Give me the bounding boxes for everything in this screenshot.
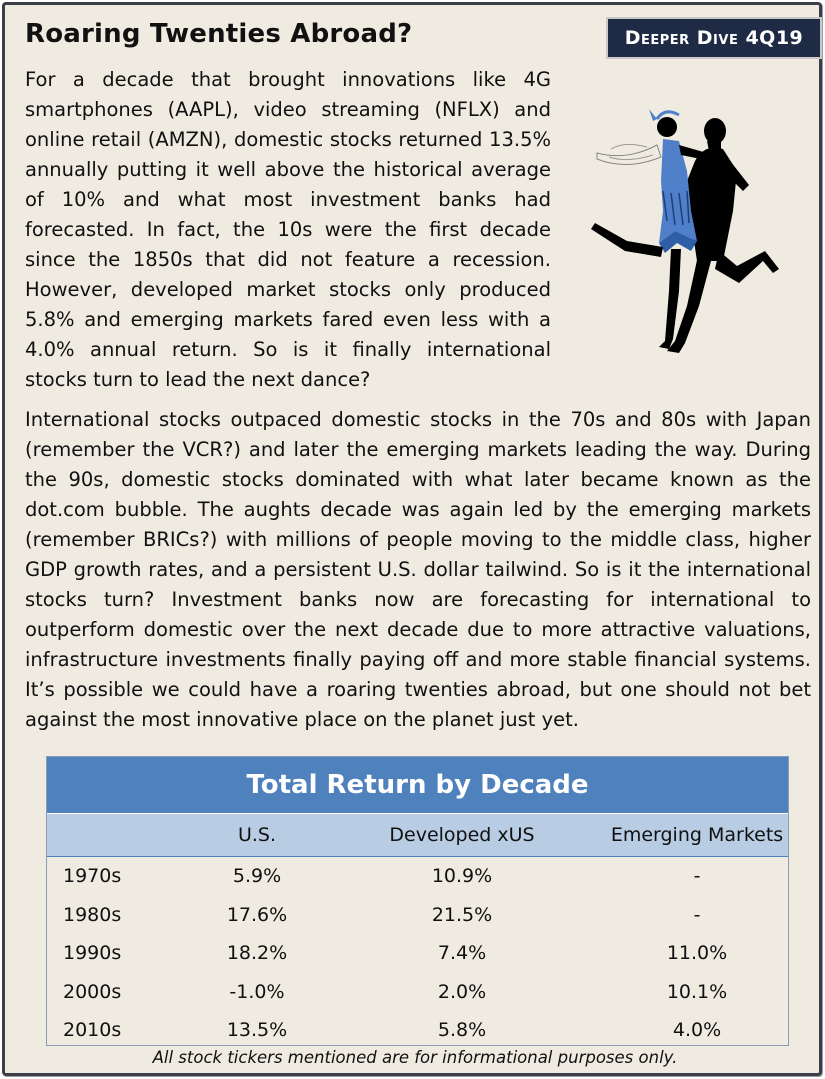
cell-us: -1.0% xyxy=(229,980,285,1003)
table-row xyxy=(47,896,788,935)
table-title: Total Return by Decade xyxy=(47,757,788,814)
header-cell-emerging: Emerging Markets xyxy=(610,824,784,846)
intro-paragraph: For a decade that brought innovations like 4G smartphones (AAPL), video streaming (NFLX) and online retail (AMZN), domestic stocks returned 13.5% annually putting it well above the historical average of 10% and what most investment banks had forecasted. In fact, the 10s were the first decade since the 1850s that did not feature a recession. However, developed market stocks only produced 5.8% and emerging markets fared even less with a 4.0% annual return. So is it finally international stocks turn to lead the next dance? xyxy=(25,68,551,391)
cell-developed: 10.9% xyxy=(431,865,493,888)
cell-emerging: 11.0% xyxy=(666,942,728,965)
table-row xyxy=(47,934,788,973)
cell-emerging: 10.1% xyxy=(666,980,728,1003)
cell-emerging: - xyxy=(693,903,701,926)
header-cell-us: U.S. xyxy=(237,824,277,846)
header-cell-developed: Developed xUS xyxy=(389,824,535,846)
disclaimer-footnote: All stock tickers mentioned are for informational purposes only. xyxy=(152,1048,678,1067)
returns-table xyxy=(46,756,789,1046)
body-paragraph: International stocks outpaced domestic stocks in the 70s and 80s with Japan (remember the VCR?) and later the emerging markets leading the way. During the 90s, domestic stocks dominated with what later became known as the dot.com bubble. The aughts decade was again led by the emerging markets (remember BRICs?) with millions of people moving to the middle class, higher GDP growth rates, and a persistent U.S. dollar tailwind. So is it the international stocks turn? Investment banks now are forecasting for international to outperform domestic over the next decade due to more attractive valuations, infrastructure investments finally paying off and more stable financial systems. It’s possible we could have a roaring twenties abroad, but one should not bet against the most innovative place on the planet just yet. xyxy=(25,408,811,731)
cell-us: 13.5% xyxy=(226,1019,288,1042)
page-title: Roaring Twenties Abroad? xyxy=(25,19,413,49)
issue-badge xyxy=(606,17,822,59)
issue-badge-label: Deeper Dive 4Q19 xyxy=(624,27,804,49)
table-header-row xyxy=(47,814,788,857)
cell-decade: 2000s xyxy=(63,980,122,1003)
table-row xyxy=(47,973,788,1012)
cell-developed: 2.0% xyxy=(437,980,487,1003)
newsletter-panel xyxy=(2,2,822,1076)
table-row xyxy=(47,1011,788,1050)
dancing-couple-icon xyxy=(587,101,785,363)
cell-developed: 7.4% xyxy=(437,942,487,965)
table-row xyxy=(47,857,788,896)
cell-us: 5.9% xyxy=(232,865,282,888)
cell-developed: 5.8% xyxy=(437,1019,487,1042)
cell-us: 17.6% xyxy=(226,903,288,926)
cell-emerging: 4.0% xyxy=(672,1019,722,1042)
cell-decade: 1970s xyxy=(63,865,122,888)
cell-decade: 1980s xyxy=(63,903,122,926)
cell-decade: 1990s xyxy=(63,942,122,965)
cell-decade: 2010s xyxy=(63,1019,122,1042)
cell-emerging: - xyxy=(693,865,701,888)
cell-us: 18.2% xyxy=(226,942,288,965)
cell-developed: 21.5% xyxy=(431,903,493,926)
